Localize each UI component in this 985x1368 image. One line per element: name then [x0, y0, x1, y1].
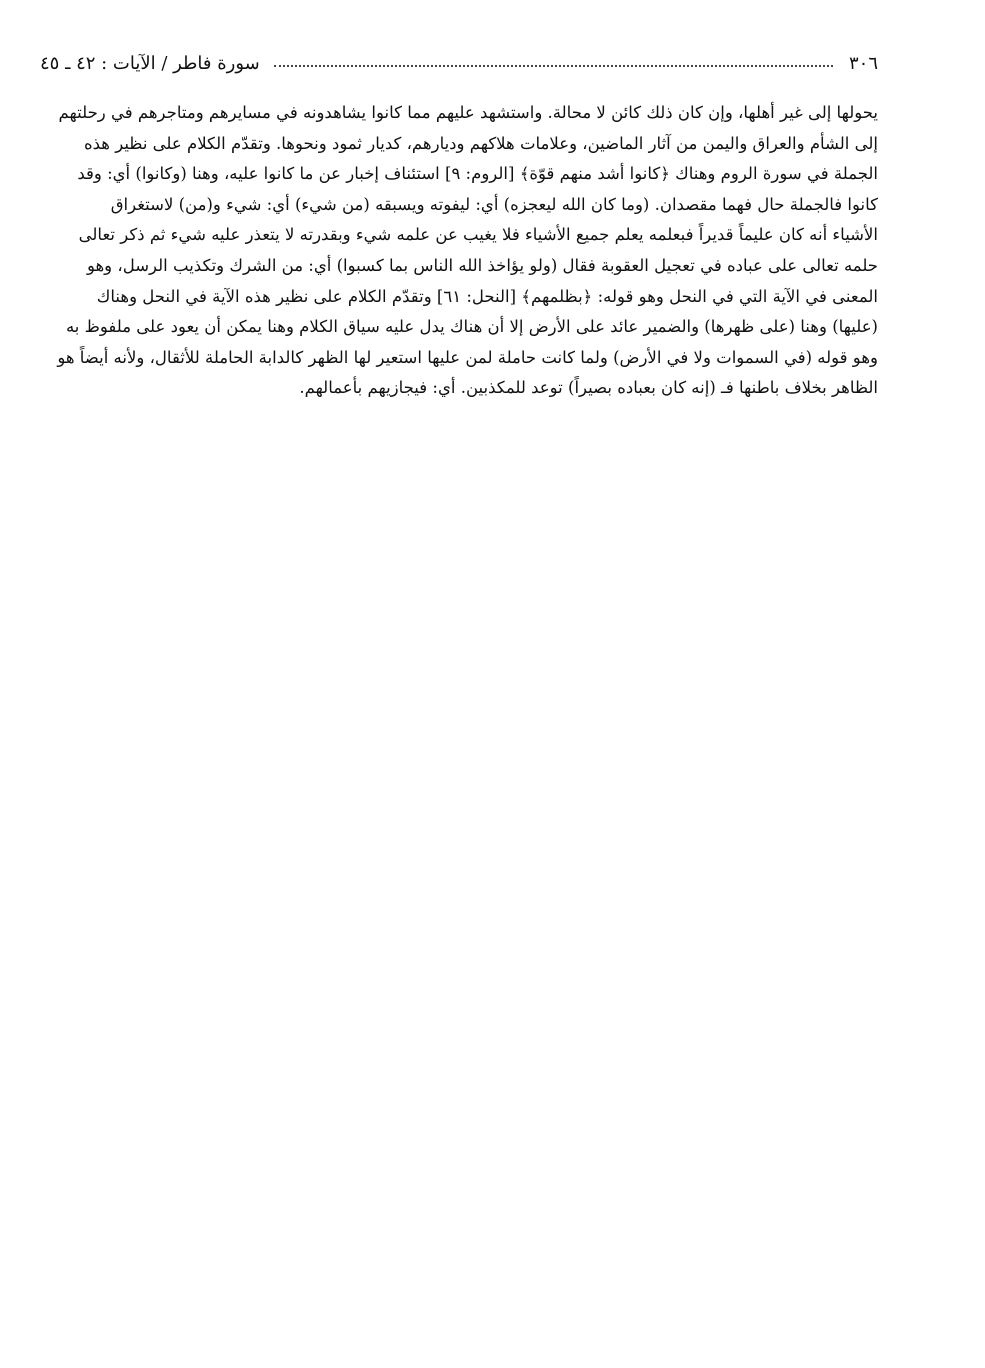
text-line: الظاهر بخلاف باطنها فـ (إنه كان بعباده بصيراً) توعد للمكذبين. أي: فيجازيهم بأعمالهم. — [299, 378, 878, 398]
text-line: الجملة في سورة الروم وهناك ﴿كانوا أشد منهم قوّة﴾ [الروم: ٩] استئناف إخبار عن ما كانوا عليه، وهنا (وكانوا) أي: وقد — [77, 164, 878, 184]
running-title: سورة فاطر / الآيات : ٤٢ ـ ٤٥ — [40, 52, 260, 74]
text-line: (عليها) وهنا (على ظهرها) والضمير عائد على الأرض إلا أن هناك يدل عليه سياق الكلام وهنا يمكن أن يعود على ملفوظ به — [65, 317, 878, 337]
text-line: حلمه تعالى على عباده في تعجيل العقوبة فقال (ولو يؤاخذ الله الناس بما كسبوا) أي: من الشرك وتكذيب الرسل، وهو — [86, 255, 878, 275]
body-paragraph — [40, 98, 878, 404]
text-line: إلى الشأم والعراق واليمن من آثار الماضين، وعلامات هلاكهم وديارهم، كديار ثمود ونحوها. وتقدّم الكلام على نظير هذه — [83, 133, 878, 153]
text-line: كانوا فالجملة حال فهما مقصدان. (وما كان الله ليعجزه) أي: ليفوته ويسبقه (من شيء) أي: شيء و(من) لاستغراق — [110, 194, 878, 214]
text-line: المعنى في الآية التي في النحل وهو قوله: ﴿بظلمهم﴾ [النحل: ٦١] وتقدّم الكلام على نظير هذه الآية في النحل وهناك — [96, 286, 878, 306]
page-header — [40, 48, 878, 78]
header-dotted-leader — [274, 65, 833, 67]
text-line: الأشياء أنه كان عليماً قديراً فبعلمه يعلم جميع الأشياء فلا يغيب عن علمه شيء وبقدرته لا يتعذر عليه شيء ثم ذكر تعالى — [78, 225, 878, 245]
text-line: وهو قوله (في السموات ولا في الأرض) ولما كانت حاملة لمن عليها استعير لها الظهر كالدابة الحاملة للأثقال، ولأنه أيضاً هو — [57, 347, 878, 367]
page-number: ٣٠٦ — [848, 52, 878, 74]
text-line: يحولها إلى غير أهلها، وإن كان ذلك كائن لا محالة. واستشهد عليهم مما كانوا يشاهدونه في مسايرهم ومتاجرهم في رحلتهم — [58, 103, 878, 122]
